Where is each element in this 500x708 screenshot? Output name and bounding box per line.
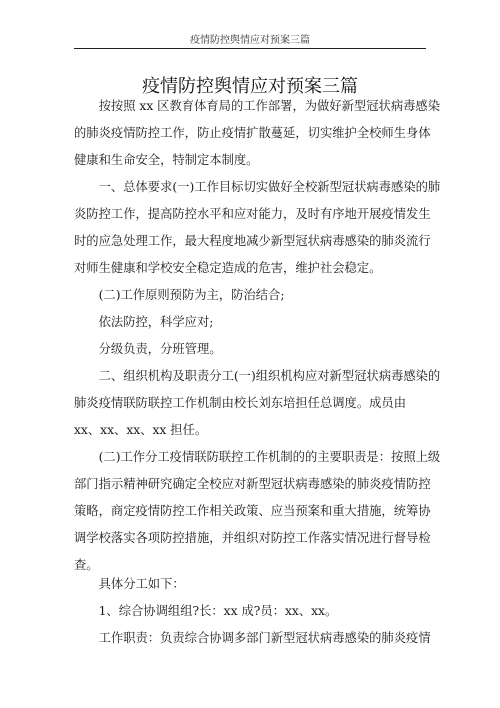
paragraph — [74, 336, 426, 363]
paragraph — [74, 282, 426, 309]
paragraph-line: 肺炎疫情联防联控工作机制由校长刘东培担任总调度。成员由 — [74, 396, 407, 410]
paragraph-line: 按按照 xx 区教育体育局的工作部署，为做好新型冠状病毒感染 — [98, 99, 441, 113]
paragraph-line: 分级负责，分班管理。 — [98, 342, 222, 356]
paragraph — [74, 93, 441, 174]
paragraph-line: 具体分工如下： — [98, 577, 185, 591]
paragraph-line: 依法防控，科学应对; — [98, 315, 214, 329]
document-title: 疫情防控舆情应对预案三篇 — [142, 76, 358, 98]
paragraph-line: (二)工作原则预防为主，防治结合; — [98, 288, 285, 302]
paragraph-line: 的肺炎疫情防控工作，防止疫情扩散蔓延，切实维护全校师生身体 — [74, 126, 431, 140]
paragraph — [74, 625, 431, 652]
paragraph-line: 1、综合协调组组?长：xx 成?员：xx、xx。 — [98, 604, 338, 618]
paragraph-line: 健康和生命安全，特制定本制度。 — [74, 153, 259, 167]
paragraph-line: 一、总体要求(一)工作目标切实做好全校新型冠状病毒感染的肺 — [98, 180, 441, 194]
paragraph-line: 部门指示精神研究确定全校应对新型冠状病毒感染的肺炎疫情防控 — [74, 477, 431, 491]
paragraph-line: 查。 — [74, 558, 99, 572]
paragraph — [74, 174, 441, 282]
paragraph-line: xx、xx、xx、xx 担任。 — [74, 423, 208, 437]
paragraph-line: 二、组织机构及职责分工(一)组织机构应对新型冠状病毒感染的 — [98, 369, 441, 383]
running-header: 疫情防控舆情应对预案三篇 — [190, 35, 310, 46]
paragraph — [74, 444, 441, 579]
paragraph-line: 策略，商定疫情防控工作相关政策、应当预案和重大措施，统筹协 — [74, 504, 431, 518]
paragraph-line: 对师生健康和学校安全稳定造成的危害，维护社会稳定。 — [74, 261, 382, 275]
paragraph-line: 时的应急处理工作，最大程度地减少新型冠状病毒感染的肺炎流行 — [74, 234, 431, 248]
paragraph — [74, 363, 441, 444]
paragraph — [74, 571, 426, 598]
paragraph — [74, 598, 426, 625]
paragraph-line: (二)工作分工疫情联防联控工作机制的的主要职责是：按照上级 — [98, 450, 441, 464]
paragraph-line: 工作职责：负责综合协调多部门新型冠状病毒感染的肺炎疫情 — [98, 631, 431, 645]
paragraph-line: 炎防控工作，提高防控水平和应对能力，及时有序地开展疫情发生 — [74, 207, 431, 221]
paragraph — [74, 309, 426, 336]
paragraph-line: 调学校落实各项防控措施，并组织对防控工作落实情况进行督导检 — [74, 531, 431, 545]
header-divider — [74, 48, 426, 49]
